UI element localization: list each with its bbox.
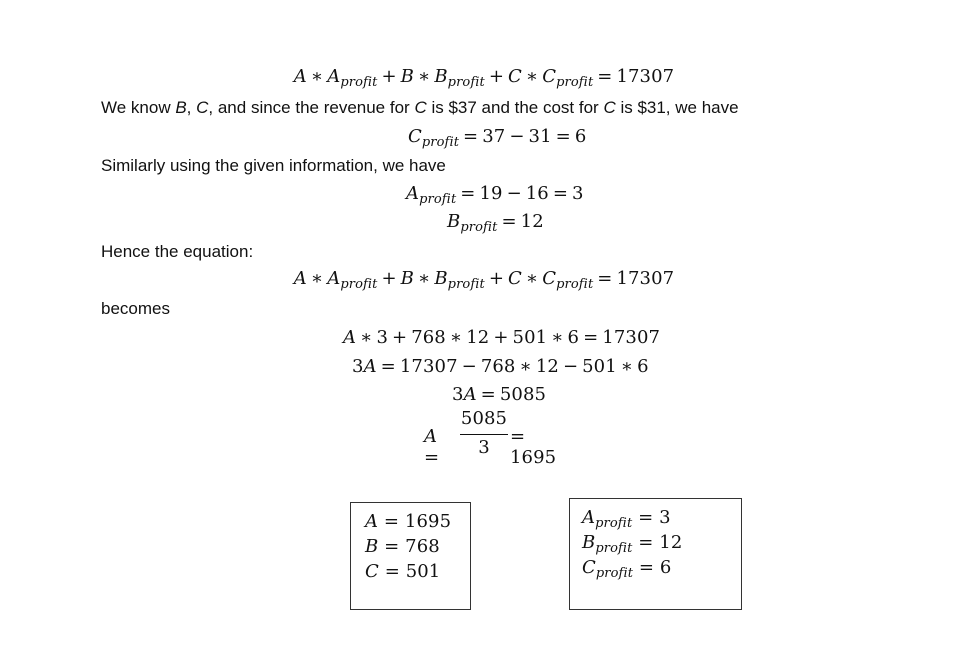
result-box-quantities <box>350 502 471 610</box>
text-similarly: Similarly using the given information, we have <box>101 156 446 175</box>
fraction <box>460 408 508 458</box>
result-c: C = 501 <box>365 561 441 582</box>
equation-profit-total: A ∗ $A_{profit} + B$ ∗ $B_{profit} + C$ ∗ $C_{profit} = 17307$ <box>293 66 675 90</box>
equation-profit-total-repeat: A ∗ $A_{profit} + B$ ∗ $B_{profit} + C$ ∗ $C_{profit} = 17307$ <box>293 268 675 292</box>
fraction-rhs: = 1695 <box>510 426 557 468</box>
equation-substituted: A ∗ 3 + 768 ∗ 12 + 501 ∗ 6 = 17307 <box>343 327 661 348</box>
equation-aprofit: $A_{profit} = 19 - 16 = 3$ <box>406 183 584 207</box>
fraction-bar <box>460 434 508 435</box>
text-becomes: becomes <box>101 299 170 318</box>
fraction-denominator: 3 <box>478 437 490 458</box>
result-a: A = 1695 <box>365 511 452 532</box>
equation-bprofit: $B_{profit} = 12$ <box>447 211 544 235</box>
equation-simplified: 3A = 5085 <box>452 384 547 405</box>
result-box-profits <box>569 498 742 610</box>
result-bprofit: $B_{profit} = 12$ <box>582 532 683 556</box>
result-aprofit: $A_{profit} = 3$ <box>582 507 671 531</box>
text-we-know: We know B, C, and since the revenue for C is $37 and the cost for C is $31, we have <box>101 98 739 117</box>
equation-rearranged: 3A = 17307 − 768 ∗ 12 − 501 ∗ 6 <box>352 356 649 377</box>
fraction-lhs: A = <box>424 426 440 468</box>
result-cprofit: $C_{profit} = 6$ <box>582 557 672 581</box>
text-hence: Hence the equation: <box>101 242 254 261</box>
fraction-numerator: 5085 <box>460 408 508 429</box>
equation-cprofit: $C_{profit} = 37 - 31 = 6$ <box>408 126 587 150</box>
result-b: B = 768 <box>365 536 440 557</box>
